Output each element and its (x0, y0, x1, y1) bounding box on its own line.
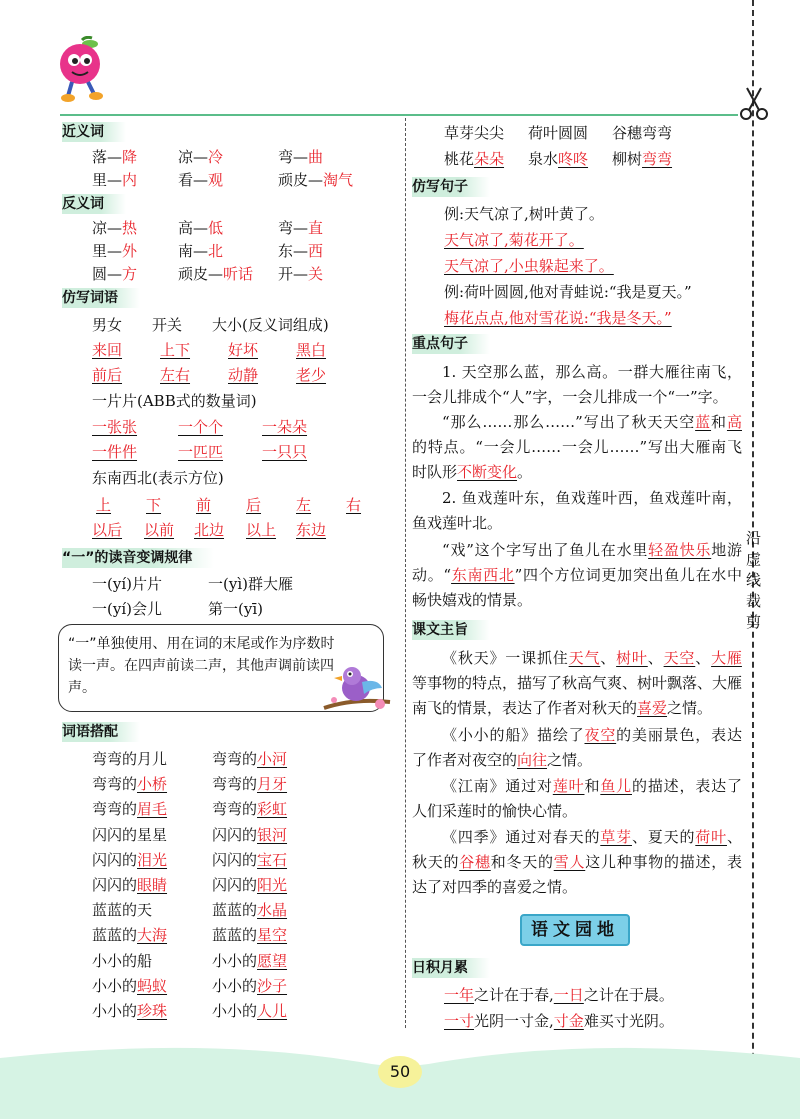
heading-yi-rule: “一”的读音变调规律 (62, 548, 214, 568)
garden-title: 语文园地 (520, 914, 630, 946)
collocation-item: 弯弯的小桥 (92, 775, 168, 794)
answer-word: 一朵朵 (262, 418, 308, 436)
proverb-2: 一寸光阴一寸金,寸金难买寸光阴。 (444, 1012, 674, 1030)
collocation-item: 闪闪的银河 (212, 825, 288, 844)
example-sentence: 例:荷叶圆圆,他对青蛙说:“我是夏天。” (444, 283, 692, 301)
antonym-item: 圆—方 (92, 265, 138, 283)
answer-word: 上 (96, 496, 112, 514)
key-sentence-1: 1. 天空那么蓝，那么高。一群大雁往南飞，一会儿排成个“人”字，一会儿排成一个“一”字。 (412, 363, 742, 406)
antonym-item: 东—西 (278, 242, 324, 260)
yi-example: 第一(yī) (208, 600, 263, 618)
antonym-item: 里—外 (92, 242, 138, 260)
analysis-1: “那么……那么……”写出了秋天天空蓝和高的特点。“一会儿……一会儿……”写出大雁南飞时队形不断变化。 (412, 413, 742, 481)
answer-word: 好坏 (228, 341, 259, 359)
answer-word: 后 (246, 496, 262, 514)
collocation-item: 蓝蓝的天 (92, 901, 153, 920)
synonym-row: 凉—冷 (178, 148, 224, 166)
apple-cartoon-icon (54, 36, 110, 106)
cut-char: 裁 (746, 592, 762, 610)
answer-sentence: 梅花点点,他对雪花说:“我是冬天。” (444, 309, 672, 327)
collocation-item: 蓝蓝的星空 (212, 926, 288, 945)
main-idea-seasons: 《四季》通过对春天的草芽、夏天的荷叶、秋天的谷穗和冬天的雪人这儿种事物的描述，表达了对四季的喜爱之情。 (412, 828, 742, 896)
scissors-icon (739, 86, 769, 122)
collocation-item: 弯弯的月儿 (92, 750, 168, 768)
collocation-item: 弯弯的月牙 (212, 775, 288, 794)
answer-word: 以前 (144, 521, 175, 539)
antonym-item: 开—关 (278, 265, 324, 283)
answer-word: 下 (146, 496, 162, 514)
synonym-row: 顽皮—淘气 (278, 171, 354, 189)
header-line (60, 114, 738, 116)
collocation-item: 小小的船 (92, 951, 153, 970)
heading-antonyms: 反义词 (62, 194, 126, 214)
bird-icon (322, 660, 392, 716)
synonym-row: 弯—曲 (278, 148, 324, 166)
pattern-line: 荷叶圆圆 (528, 124, 589, 142)
answer-word: 动静 (228, 366, 259, 384)
collocation-item: 弯弯的彩虹 (212, 800, 288, 819)
main-idea-jiangnan: 《江南》通过对莲叶和鱼儿的描述，表达了人们采莲时的愉快心情。 (412, 777, 742, 820)
pattern-line: 谷穗弯弯 (612, 124, 673, 142)
antonym-item: 弯—直 (278, 219, 324, 237)
cut-char: 剪 (746, 613, 762, 631)
collocation-item: 弯弯的眉毛 (92, 800, 168, 819)
pattern-line: 东南西北(表示方位) (92, 469, 224, 487)
main-idea-boat: 《小小的船》描绘了夜空的美丽景色，表达了作者对夜空的向往之情。 (412, 726, 742, 769)
answer-word: 上下 (160, 341, 191, 359)
pattern-answer: 柳树弯弯 (612, 150, 673, 168)
collocation-item: 小小的珍珠 (92, 1002, 168, 1020)
synonym-row: 落—降 (92, 148, 138, 166)
answer-word: 一个个 (178, 418, 224, 436)
answer-word: 前 (196, 496, 212, 514)
heading-key-sentences: 重点句子 (412, 334, 490, 354)
heading-imitate-sentences: 仿写句子 (412, 177, 490, 197)
answer-sentence: 天气凉了,菊花开了。 (444, 231, 584, 249)
pattern-line: 男女 开关 大小(反义词组成) (92, 316, 329, 334)
answer-word: 东边 (296, 521, 327, 539)
answer-word: 以后 (92, 521, 123, 539)
antonym-item: 顽皮—听话 (178, 265, 254, 283)
heading-imitate-words: 仿写词语 (62, 288, 140, 308)
main-idea-autumn: 《秋天》一课抓住天气、树叶、天空、大雁等事物的特点，描写了秋高气爽、树叶飘落、大雁南飞的情景，表达了作者对秋天的喜爱之情。 (412, 649, 743, 717)
antonym-item: 高—低 (178, 219, 224, 237)
collocation-item: 闪闪的阳光 (212, 876, 288, 894)
heading-synonyms: 近义词 (62, 122, 126, 142)
pattern-answer: 泉水咚咚 (528, 150, 589, 168)
answer-word: 前后 (92, 366, 123, 384)
collocation-item: 闪闪的星星 (92, 825, 168, 844)
collocation-item: 小小的蚂蚁 (92, 976, 168, 995)
answer-word: 一匹匹 (178, 443, 224, 461)
proverb-1: 一年之计在于春,一日之计在于晨。 (444, 986, 674, 1004)
cut-char: 虚 (746, 550, 762, 568)
answer-word: 来回 (92, 341, 123, 359)
key-sentence-2: 2. 鱼戏莲叶东，鱼戏莲叶西，鱼戏莲叶南，鱼戏莲叶北。 (412, 489, 742, 532)
column-divider (405, 118, 406, 1028)
collocation-item: 弯弯的小河 (212, 750, 288, 768)
page-number: 50 (389, 1062, 411, 1081)
collocation-item: 蓝蓝的水晶 (212, 901, 288, 920)
antonym-item: 凉—热 (92, 219, 138, 237)
analysis-2: “戏”这个字写出了鱼儿在水里轻盈快乐地游动。“东南西北”四个方位词更加突出鱼儿在水中畅快嬉戏的情景。 (412, 541, 743, 609)
answer-word: 一只只 (262, 443, 308, 461)
pattern-line: 一片片(ABB式的数量词) (92, 392, 257, 410)
yi-example: 一(yí)会儿 (92, 600, 162, 618)
cut-char: 线 (746, 571, 762, 589)
yi-example: 一(yì)群大雁 (208, 575, 293, 593)
collocation-item: 闪闪的泪光 (92, 850, 168, 869)
yi-example: 一(yí)片片 (92, 575, 162, 593)
collocation-item: 小小的人儿 (212, 1002, 288, 1020)
collocation-item: 闪闪的宝石 (212, 850, 288, 869)
answer-word: 一张张 (92, 418, 138, 436)
synonym-row: 看—观 (178, 171, 224, 189)
collocation-item: 蓝蓝的大海 (92, 926, 168, 945)
heading-main-idea: 课文主旨 (412, 620, 490, 640)
heading-collocation: 词语搭配 (62, 722, 140, 742)
example-sentence: 例:天气凉了,树叶黄了。 (444, 205, 604, 223)
answer-sentence: 天气凉了,小虫躲起来了。 (444, 257, 614, 275)
antonym-item: 南—北 (178, 242, 224, 260)
pattern-answer: 桃花朵朵 (444, 150, 505, 168)
heading-daily-accumulation: 日积月累 (412, 958, 490, 978)
answer-word: 右 (346, 496, 362, 514)
answer-word: 北边 (194, 521, 225, 539)
synonym-row: 里—内 (92, 171, 138, 189)
answer-word: 黑白 (296, 341, 327, 359)
answer-word: 一件件 (92, 443, 138, 461)
collocation-item: 小小的愿望 (212, 951, 288, 970)
pattern-line: 草芽尖尖 (444, 124, 505, 142)
answer-word: 左右 (160, 366, 191, 384)
cut-char: 沿 (746, 529, 762, 547)
answer-word: 以上 (246, 521, 277, 539)
cut-instruction (746, 528, 760, 633)
collocation-item: 闪闪的眼睛 (92, 876, 168, 894)
collocation-item: 小小的沙子 (212, 976, 288, 995)
answer-word: 左 (296, 496, 312, 514)
answer-word: 老少 (296, 366, 327, 384)
note-text: “一”单独使用、用在词的末尾或作为序数时读一声。在四声前读二声，其他声调前读四声。 (68, 636, 335, 696)
